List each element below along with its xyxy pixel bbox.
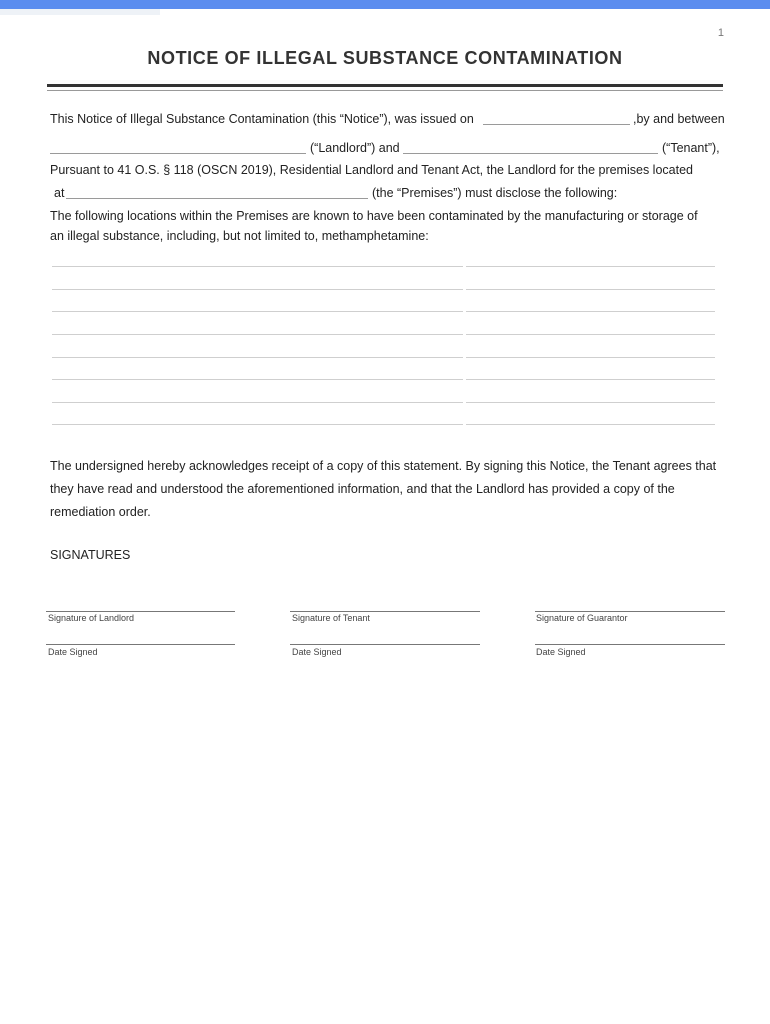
location-entry-line-3[interactable] xyxy=(52,311,715,312)
landlord-date-label: Date Signed xyxy=(48,647,98,657)
location-entry-line-2[interactable] xyxy=(52,289,715,290)
landlord-signature-label: Signature of Landlord xyxy=(48,613,135,623)
guarantor-date-label: Date Signed xyxy=(536,647,586,657)
location-entry-line-8[interactable] xyxy=(52,424,715,425)
landlord-label: (“Landlord”) and xyxy=(310,141,400,155)
guarantor-signature-label: Signature of Guarantor xyxy=(536,613,628,623)
guarantor-signature-line[interactable] xyxy=(535,611,725,612)
title-divider-thin xyxy=(47,90,723,91)
document-title: NOTICE OF ILLEGAL SUBSTANCE CONTAMINATION xyxy=(147,48,623,68)
intro-issued-text: This Notice of Illegal Substance Contamination (this “Notice”), was issued on xyxy=(50,112,474,126)
issue-date-field[interactable] xyxy=(483,124,630,125)
location-entry-line-7[interactable] xyxy=(52,402,715,403)
location-entry-line-4[interactable] xyxy=(52,334,715,335)
locations-text-1: The following locations within the Premises are known to have been contaminated by the manufacturing or storage of xyxy=(50,209,698,223)
intro-between-text: ,by and between xyxy=(633,112,725,126)
tenant-date-line[interactable] xyxy=(290,644,480,645)
top-accent-shade xyxy=(0,9,160,15)
landlord-date-line[interactable] xyxy=(46,644,235,645)
acknowledgement-paragraph: The undersigned hereby acknowledges receipt of a copy of this statement. By signing this Notice, the Tenant agrees that they have read and understood the aforementioned information, and that the Landlord has provided a copy of the remediation order. xyxy=(50,459,717,519)
location-entry-line-6[interactable] xyxy=(52,379,715,380)
signatures-heading: SIGNATURES xyxy=(50,548,131,562)
location-entry-line-1[interactable] xyxy=(52,266,715,267)
landlord-signature-line[interactable] xyxy=(46,611,235,612)
location-entry-line-5[interactable] xyxy=(52,357,715,358)
landlord-name-field[interactable] xyxy=(50,153,306,154)
tenant-name-field[interactable] xyxy=(403,153,658,154)
page-number: 1 xyxy=(717,27,724,39)
tenant-signature-label: Signature of Tenant xyxy=(292,613,370,623)
statute-text: Pursuant to 41 O.S. § 118 (OSCN 2019), Residential Landlord and Tenant Act, the Landlord for the premises located xyxy=(50,163,693,177)
guarantor-date-line[interactable] xyxy=(535,644,725,645)
locations-text-2: an illegal substance, including, but not limited to, methamphetamine: xyxy=(50,229,429,243)
premises-label: (the “Premises”) must disclose the following: xyxy=(372,186,618,200)
top-accent-bar xyxy=(0,0,770,9)
tenant-date-label: Date Signed xyxy=(292,647,342,657)
title-divider-thick xyxy=(47,84,723,87)
tenant-signature-line[interactable] xyxy=(290,611,480,612)
tenant-label: (“Tenant”), xyxy=(662,141,720,155)
at-label: at xyxy=(54,186,65,200)
premises-address-field[interactable] xyxy=(66,198,368,199)
